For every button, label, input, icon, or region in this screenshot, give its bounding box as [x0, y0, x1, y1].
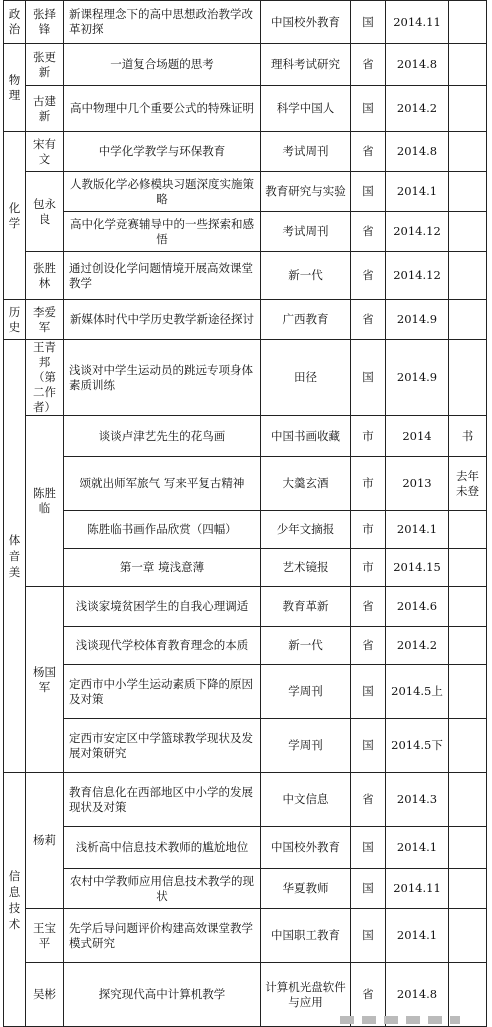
journal-cell: 艺术镜报 — [261, 549, 351, 587]
table-row — [4, 212, 487, 252]
table-row — [4, 719, 487, 773]
title-cell: 新课程理念下的高中思想政治教学改革初探 — [64, 1, 261, 44]
date-cell: 2014.8 — [386, 132, 449, 172]
subject-cell: 政治 — [4, 1, 26, 44]
author-cell: 王青邦（第二作者） — [26, 340, 64, 416]
title-cell: 颂就出师军旅气 写来平复古精神 — [64, 457, 261, 511]
level-cell: 国 — [351, 827, 386, 869]
author-cell: 张择锋 — [26, 1, 64, 44]
date-cell: 2013 — [386, 457, 449, 511]
paper-publication-table — [3, 0, 487, 1027]
note-cell — [449, 665, 487, 719]
table-row — [4, 340, 487, 416]
title-cell: 人教版化学必修模块习题深度实施策略 — [64, 172, 261, 212]
date-cell: 2014.3 — [386, 773, 449, 827]
title-cell: 浅谈家境贫困学生的自我心理调适 — [64, 587, 261, 627]
date-cell: 2014.11 — [386, 1, 449, 44]
table-row — [4, 869, 487, 909]
journal-cell: 中国校外教育 — [261, 827, 351, 869]
journal-cell: 中国书画收藏 — [261, 416, 351, 457]
table-row — [4, 86, 487, 132]
date-cell: 2014.6 — [386, 587, 449, 627]
author-cell: 杨国军 — [26, 587, 64, 773]
date-cell: 2014.1 — [386, 511, 449, 549]
level-cell: 省 — [351, 963, 386, 1027]
level-cell: 国 — [351, 86, 386, 132]
level-cell: 国 — [351, 869, 386, 909]
note-cell — [449, 869, 487, 909]
table-row — [4, 457, 487, 511]
subject-cell: 物理 — [4, 44, 26, 132]
journal-cell: 考试周刊 — [261, 212, 351, 252]
journal-cell: 计算机光盘软件与应用 — [261, 963, 351, 1027]
level-cell: 市 — [351, 416, 386, 457]
note-cell — [449, 909, 487, 963]
journal-cell: 中文信息 — [261, 773, 351, 827]
author-cell: 王宝平 — [26, 909, 64, 963]
date-cell: 2014.2 — [386, 627, 449, 665]
table-row — [4, 511, 487, 549]
title-cell: 探究现代高中计算机教学 — [64, 963, 261, 1027]
author-cell: 李爱军 — [26, 300, 64, 340]
table-row — [4, 909, 487, 963]
note-cell — [449, 44, 487, 86]
table-row — [4, 627, 487, 665]
date-cell: 2014.8 — [386, 44, 449, 86]
date-cell: 2014.12 — [386, 212, 449, 252]
note-cell — [449, 340, 487, 416]
title-cell: 浅谈现代学校体育教育理念的本质 — [64, 627, 261, 665]
level-cell: 国 — [351, 665, 386, 719]
date-cell: 2014.1 — [386, 909, 449, 963]
date-cell: 2014.9 — [386, 300, 449, 340]
author-cell: 包永良 — [26, 172, 64, 252]
subject-cell: 信息技术 — [4, 773, 26, 1027]
level-cell: 省 — [351, 773, 386, 827]
date-cell: 2014 — [386, 416, 449, 457]
level-cell: 国 — [351, 909, 386, 963]
page-bottom-edge-marks — [340, 1016, 460, 1024]
author-cell: 古建新 — [26, 86, 64, 132]
journal-cell: 田径 — [261, 340, 351, 416]
note-cell — [449, 212, 487, 252]
level-cell: 市 — [351, 457, 386, 511]
journal-cell: 中国职工教育 — [261, 909, 351, 963]
level-cell: 省 — [351, 587, 386, 627]
date-cell: 2014.5上 — [386, 665, 449, 719]
note-cell — [449, 132, 487, 172]
level-cell: 市 — [351, 511, 386, 549]
journal-cell: 教育革新 — [261, 587, 351, 627]
level-cell: 省 — [351, 44, 386, 86]
title-cell: 浅谈对中学生运动员的跳远专项身体素质训练 — [64, 340, 261, 416]
level-cell: 国 — [351, 719, 386, 773]
author-cell: 杨莉 — [26, 773, 64, 909]
author-cell: 陈胜临 — [26, 416, 64, 587]
table-row — [4, 132, 487, 172]
note-cell — [449, 773, 487, 827]
journal-cell: 中国校外教育 — [261, 1, 351, 44]
date-cell: 2014.1 — [386, 172, 449, 212]
title-cell: 通过创设化学问题情境开展高效课堂教学 — [64, 252, 261, 300]
table-row — [4, 827, 487, 869]
level-cell: 国 — [351, 340, 386, 416]
journal-cell: 考试周刊 — [261, 132, 351, 172]
date-cell: 2014.9 — [386, 340, 449, 416]
note-cell — [449, 1, 487, 44]
journal-cell: 新一代 — [261, 627, 351, 665]
table-row — [4, 665, 487, 719]
author-cell: 吴彬 — [26, 963, 64, 1027]
journal-cell: 学周刊 — [261, 665, 351, 719]
title-cell: 一道复合场题的思考 — [64, 44, 261, 86]
note-cell — [449, 827, 487, 869]
title-cell: 高中化学竞赛辅导中的一些探索和感悟 — [64, 212, 261, 252]
note-cell — [449, 511, 487, 549]
table-row — [4, 44, 487, 86]
title-cell: 高中物理中几个重要公式的特殊证明 — [64, 86, 261, 132]
date-cell: 2014.12 — [386, 252, 449, 300]
level-cell: 市 — [351, 549, 386, 587]
note-cell — [449, 627, 487, 665]
level-cell: 省 — [351, 132, 386, 172]
author-cell: 宋有文 — [26, 132, 64, 172]
title-cell: 陈胜临书画作品欣赏（四幅） — [64, 511, 261, 549]
note-cell: 书 — [449, 416, 487, 457]
date-cell: 2014.2 — [386, 86, 449, 132]
author-cell: 张胜林 — [26, 252, 64, 300]
title-cell: 新媒体时代中学历史教学新途径探讨 — [64, 300, 261, 340]
title-cell: 教育信息化在西部地区中小学的发展现状及对策 — [64, 773, 261, 827]
journal-cell: 华夏教师 — [261, 869, 351, 909]
level-cell: 国 — [351, 172, 386, 212]
note-cell — [449, 719, 487, 773]
journal-cell: 大羹玄酒 — [261, 457, 351, 511]
table-row — [4, 172, 487, 212]
table-row — [4, 773, 487, 827]
table-row — [4, 549, 487, 587]
journal-cell: 广西教育 — [261, 300, 351, 340]
journal-cell: 少年文摘报 — [261, 511, 351, 549]
title-cell: 定西市中小学生运动素质下降的原因及对策 — [64, 665, 261, 719]
subject-cell: 化学 — [4, 132, 26, 300]
table-row — [4, 1, 487, 44]
journal-cell: 科学中国人 — [261, 86, 351, 132]
table-row — [4, 300, 487, 340]
subject-cell: 体音美 — [4, 340, 26, 773]
level-cell: 省 — [351, 252, 386, 300]
level-cell: 省 — [351, 627, 386, 665]
note-cell — [449, 252, 487, 300]
title-cell: 第一章 境浅意薄 — [64, 549, 261, 587]
date-cell: 2014.5下 — [386, 719, 449, 773]
note-cell — [449, 549, 487, 587]
note-cell — [449, 300, 487, 340]
date-cell: 2014.1 — [386, 827, 449, 869]
table-row — [4, 252, 487, 300]
note-cell — [449, 86, 487, 132]
date-cell: 2014.8 — [386, 963, 449, 1027]
journal-cell: 新一代 — [261, 252, 351, 300]
date-cell: 2014.11 — [386, 869, 449, 909]
level-cell: 省 — [351, 212, 386, 252]
level-cell: 国 — [351, 1, 386, 44]
note-cell — [449, 587, 487, 627]
table-row — [4, 587, 487, 627]
title-cell: 农村中学教师应用信息技术教学的现状 — [64, 869, 261, 909]
level-cell: 省 — [351, 300, 386, 340]
note-cell — [449, 172, 487, 212]
author-cell: 张更新 — [26, 44, 64, 86]
title-cell: 定西市安定区中学篮球教学现状及发展对策研究 — [64, 719, 261, 773]
journal-cell: 教育研究与实验 — [261, 172, 351, 212]
title-cell: 先学后导问题评价构建高效课堂教学模式研究 — [64, 909, 261, 963]
subject-cell: 历史 — [4, 300, 26, 340]
note-cell: 去年未登 — [449, 457, 487, 511]
table-row — [4, 416, 487, 457]
date-cell: 2014.15 — [386, 549, 449, 587]
title-cell: 谈谈卢津艺先生的花鸟画 — [64, 416, 261, 457]
title-cell: 浅析高中信息技术教师的尴尬地位 — [64, 827, 261, 869]
journal-cell: 理科考试研究 — [261, 44, 351, 86]
title-cell: 中学化学教学与环保教育 — [64, 132, 261, 172]
journal-cell: 学周刊 — [261, 719, 351, 773]
